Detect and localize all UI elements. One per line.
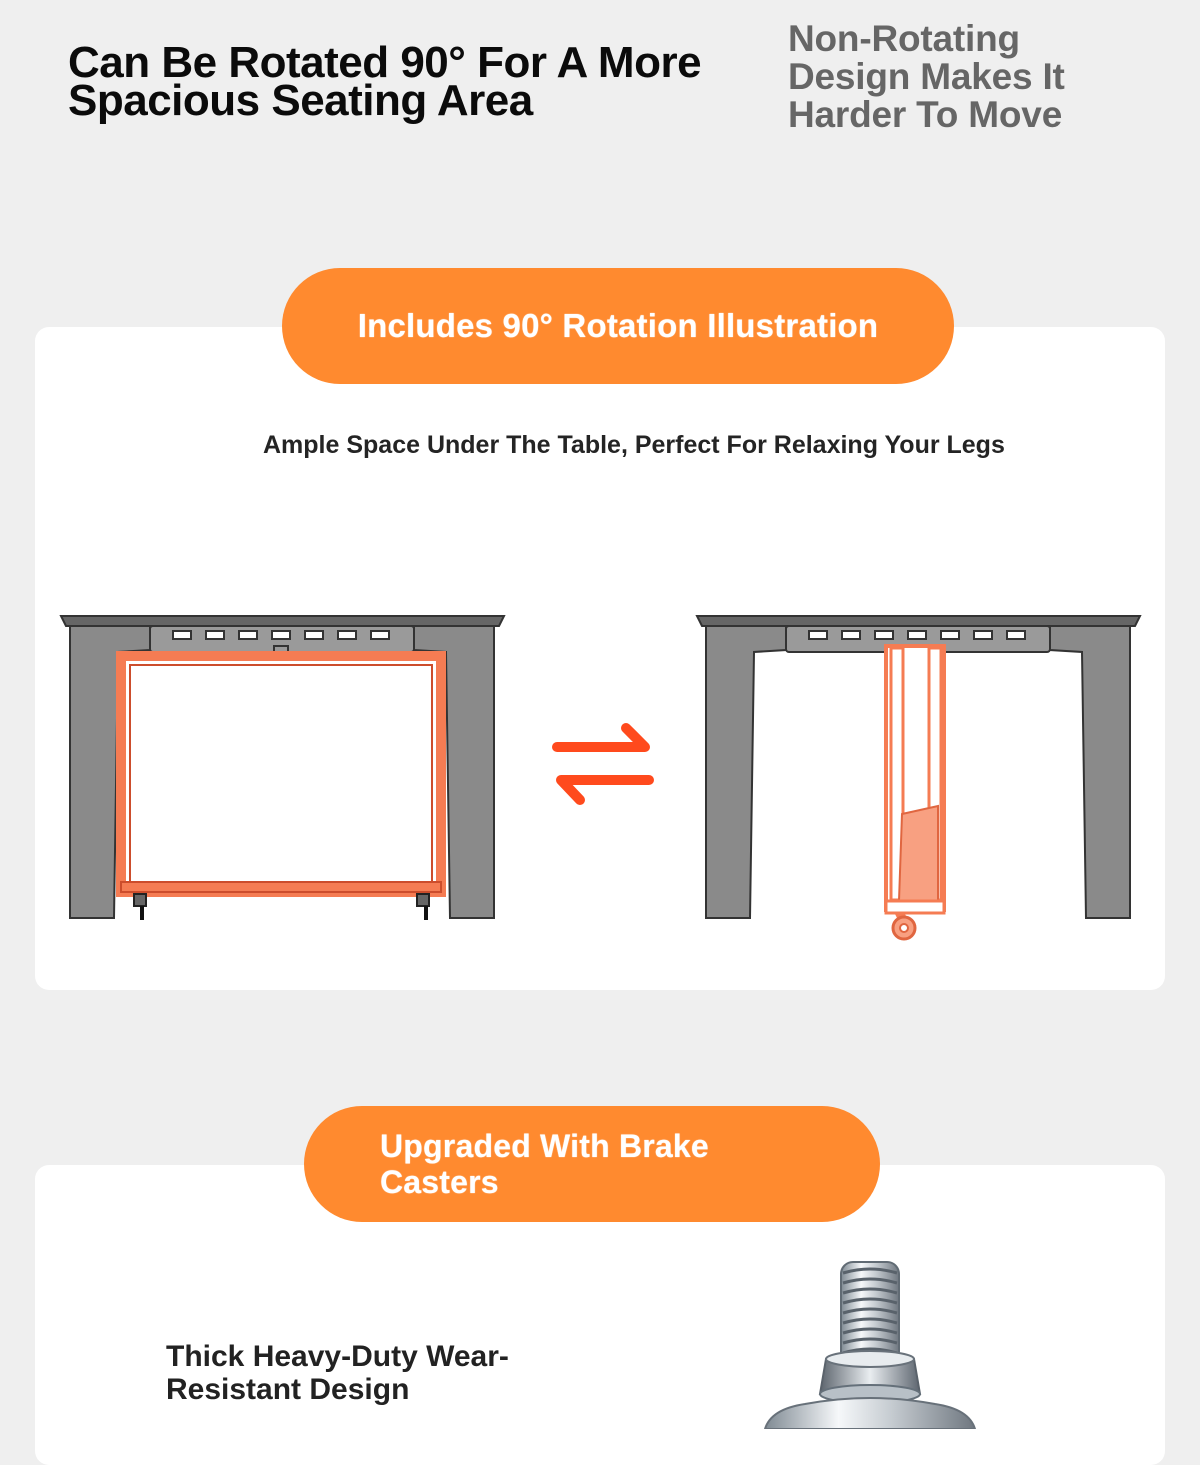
- rotated-cabinet-side-view: [886, 646, 944, 939]
- brake-casters-badge: [304, 1106, 880, 1222]
- table-with-cabinet-under-illustration: [58, 612, 506, 924]
- swap-arrows-icon: [550, 714, 656, 814]
- rotation-illustration-badge: [282, 268, 954, 384]
- caster-wheel-icon: [740, 1255, 1000, 1429]
- rolling-cabinet-front-view: [121, 656, 441, 920]
- rotation-illustration-badge-label: Includes 90° Rotation Illustration: [357, 307, 879, 344]
- heavy-duty-caster-heading: Thick Heavy-Duty Wear-Resistant Design: [166, 1340, 509, 1406]
- rotation-benefit-heading: Can Be Rotated 90° For A More Spacious Seating Area: [68, 38, 702, 125]
- non-rotating-design-heading: Non-Rotating Design Makes It Harder To Move: [788, 18, 1065, 135]
- legroom-description: Ample Space Under The Table, Perfect For Relaxing Your Legs: [263, 431, 1005, 459]
- brake-casters-badge-label: Upgraded With Brake Casters: [380, 1128, 709, 1200]
- table-with-rotated-cabinet-illustration: [694, 612, 1142, 942]
